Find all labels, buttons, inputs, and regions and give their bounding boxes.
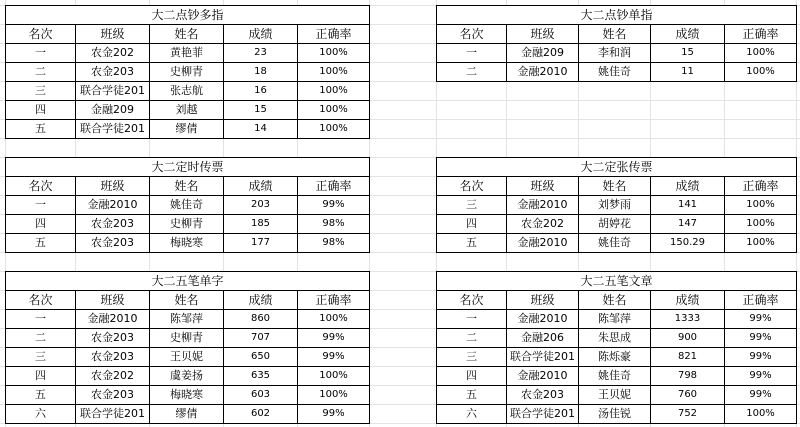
- header-score: 成绩: [224, 25, 298, 44]
- header-rank: 名次: [437, 291, 507, 310]
- score-cell[interactable]: 860: [224, 310, 298, 329]
- header-name: 姓名: [579, 25, 651, 44]
- class-cell[interactable]: 金融209: [507, 44, 579, 63]
- name-cell[interactable]: 姚佳奇: [579, 367, 651, 386]
- header-name: 姓名: [150, 291, 224, 310]
- score-cell[interactable]: 14: [224, 120, 298, 139]
- header-class: 班级: [76, 177, 150, 196]
- accuracy-cell[interactable]: 100%: [298, 82, 370, 101]
- score-cell[interactable]: 15: [224, 101, 298, 120]
- rank-cell[interactable]: 五: [437, 234, 507, 253]
- score-cell[interactable]: 203: [224, 196, 298, 215]
- header-accuracy: 正确率: [298, 291, 370, 310]
- accuracy-cell[interactable]: 98%: [298, 215, 370, 234]
- table-row: [6, 348, 370, 367]
- table-dianchao-danzhi: [436, 5, 797, 82]
- rank-cell[interactable]: 四: [437, 367, 507, 386]
- header-accuracy: 正确率: [725, 177, 797, 196]
- table-title: 大二点钞单指: [437, 6, 797, 25]
- table-row: [6, 386, 370, 405]
- header-rank: 名次: [437, 177, 507, 196]
- accuracy-cell[interactable]: 100%: [725, 215, 797, 234]
- class-cell[interactable]: 金融209: [76, 101, 150, 120]
- accuracy-cell[interactable]: 99%: [298, 329, 370, 348]
- accuracy-cell[interactable]: 100%: [298, 386, 370, 405]
- table-row: [6, 196, 370, 215]
- header-accuracy: 正确率: [298, 177, 370, 196]
- rank-cell[interactable]: 二: [437, 63, 507, 82]
- header-score: 成绩: [651, 291, 725, 310]
- table-row: [6, 215, 370, 234]
- accuracy-cell[interactable]: 99%: [725, 386, 797, 405]
- accuracy-cell[interactable]: 100%: [298, 63, 370, 82]
- rank-cell[interactable]: 一: [437, 310, 507, 329]
- class-cell[interactable]: 金融206: [507, 329, 579, 348]
- score-cell[interactable]: 707: [224, 329, 298, 348]
- rank-cell[interactable]: 四: [6, 101, 76, 120]
- score-cell[interactable]: 23: [224, 44, 298, 63]
- table-title: 大二定时传票: [6, 158, 370, 177]
- rank-cell[interactable]: 三: [437, 196, 507, 215]
- name-cell[interactable]: 刘梦雨: [579, 196, 651, 215]
- accuracy-cell[interactable]: 99%: [725, 348, 797, 367]
- header-class: 班级: [507, 291, 579, 310]
- table-row: [437, 329, 797, 348]
- header-rank: 名次: [6, 291, 76, 310]
- score-cell[interactable]: 650: [224, 348, 298, 367]
- accuracy-cell[interactable]: 100%: [298, 367, 370, 386]
- rank-cell[interactable]: 四: [437, 215, 507, 234]
- table-row: [6, 120, 370, 139]
- class-cell[interactable]: 农金203: [507, 386, 579, 405]
- accuracy-cell[interactable]: 100%: [298, 101, 370, 120]
- accuracy-cell[interactable]: 99%: [725, 329, 797, 348]
- score-cell[interactable]: 147: [651, 215, 725, 234]
- accuracy-cell[interactable]: 98%: [298, 234, 370, 253]
- class-cell[interactable]: 联合学徒201: [507, 348, 579, 367]
- rank-cell[interactable]: 三: [437, 348, 507, 367]
- header-name: 姓名: [150, 25, 224, 44]
- name-cell[interactable]: 缪倩: [150, 120, 224, 139]
- score-cell[interactable]: 900: [651, 329, 725, 348]
- class-cell[interactable]: 农金202: [76, 367, 150, 386]
- accuracy-cell[interactable]: 99%: [298, 348, 370, 367]
- class-cell[interactable]: 农金203: [76, 386, 150, 405]
- class-cell[interactable]: 联合学徒201: [76, 120, 150, 139]
- name-cell[interactable]: 李和润: [579, 44, 651, 63]
- table-wubi-danzi: [5, 271, 370, 424]
- table-row: [437, 348, 797, 367]
- table-title: 大二五笔单字: [6, 272, 370, 291]
- name-cell[interactable]: 姚佳奇: [579, 234, 651, 253]
- table-title: 大二点钞多指: [6, 6, 370, 25]
- score-cell[interactable]: 11: [651, 63, 725, 82]
- header-name: 姓名: [579, 177, 651, 196]
- class-cell[interactable]: 金融2010: [507, 367, 579, 386]
- accuracy-cell[interactable]: 100%: [725, 196, 797, 215]
- name-cell[interactable]: 虞姜扬: [150, 367, 224, 386]
- header-rank: 名次: [437, 25, 507, 44]
- header-score: 成绩: [224, 291, 298, 310]
- table-row: [6, 101, 370, 120]
- accuracy-cell[interactable]: 100%: [725, 234, 797, 253]
- header-class: 班级: [76, 25, 150, 44]
- class-cell[interactable]: 农金203: [76, 348, 150, 367]
- score-cell[interactable]: 760: [651, 386, 725, 405]
- name-cell[interactable]: 张志航: [150, 82, 224, 101]
- header-score: 成绩: [651, 177, 725, 196]
- name-cell[interactable]: 胡婷花: [579, 215, 651, 234]
- score-cell[interactable]: 16: [224, 82, 298, 101]
- name-cell[interactable]: 王贝妮: [150, 348, 224, 367]
- table-row: [6, 405, 370, 424]
- accuracy-cell[interactable]: 100%: [725, 63, 797, 82]
- class-cell[interactable]: 金融2010: [507, 310, 579, 329]
- class-cell[interactable]: 金融2010: [507, 63, 579, 82]
- class-cell[interactable]: 金融2010: [507, 196, 579, 215]
- score-cell[interactable]: 141: [651, 196, 725, 215]
- header-name: 姓名: [579, 291, 651, 310]
- table-row: [6, 367, 370, 386]
- class-cell[interactable]: 农金203: [76, 63, 150, 82]
- table-row: [6, 310, 370, 329]
- table-row: [437, 367, 797, 386]
- name-cell[interactable]: 陈邹萍: [150, 310, 224, 329]
- rank-cell[interactable]: 五: [6, 234, 76, 253]
- rank-cell[interactable]: 二: [6, 63, 76, 82]
- table-dingshi-chuanpiao: [5, 157, 370, 253]
- header-rank: 名次: [6, 177, 76, 196]
- accuracy-cell[interactable]: 100%: [298, 120, 370, 139]
- name-cell[interactable]: 史柳青: [150, 329, 224, 348]
- name-cell[interactable]: 王贝妮: [579, 386, 651, 405]
- name-cell[interactable]: 陈邹萍: [579, 310, 651, 329]
- rank-cell[interactable]: 一: [6, 310, 76, 329]
- header-score: 成绩: [224, 177, 298, 196]
- score-cell[interactable]: 177: [224, 234, 298, 253]
- header-accuracy: 正确率: [725, 291, 797, 310]
- class-cell[interactable]: 农金202: [76, 44, 150, 63]
- score-cell[interactable]: 821: [651, 348, 725, 367]
- table-row: [6, 329, 370, 348]
- class-cell[interactable]: 农金203: [76, 234, 150, 253]
- table-row: [6, 44, 370, 63]
- table-dingzhang-chuanpiao: [436, 157, 797, 253]
- name-cell[interactable]: 梅晓寒: [150, 234, 224, 253]
- rank-cell[interactable]: 五: [6, 386, 76, 405]
- table-row: [437, 405, 797, 424]
- table-row: [6, 82, 370, 101]
- rank-cell[interactable]: 一: [437, 44, 507, 63]
- header-rank: 名次: [6, 25, 76, 44]
- score-cell[interactable]: 752: [651, 405, 725, 424]
- header-name: 姓名: [150, 177, 224, 196]
- rank-cell[interactable]: 三: [6, 82, 76, 101]
- table-dianchao-duozhi: [5, 5, 370, 139]
- class-cell[interactable]: 金融2010: [76, 310, 150, 329]
- name-cell[interactable]: 史柳青: [150, 215, 224, 234]
- rank-cell[interactable]: 四: [6, 367, 76, 386]
- table-title: 大二定张传票: [437, 158, 797, 177]
- score-cell[interactable]: 185: [224, 215, 298, 234]
- header-class: 班级: [507, 177, 579, 196]
- header-class: 班级: [507, 25, 579, 44]
- score-cell[interactable]: 603: [224, 386, 298, 405]
- name-cell[interactable]: 黄艳菲: [150, 44, 224, 63]
- accuracy-cell[interactable]: 99%: [298, 196, 370, 215]
- name-cell[interactable]: 缪倩: [150, 405, 224, 424]
- header-class: 班级: [76, 291, 150, 310]
- name-cell[interactable]: 汤佳锐: [579, 405, 651, 424]
- table-row: [437, 310, 797, 329]
- rank-cell[interactable]: 一: [6, 196, 76, 215]
- header-score: 成绩: [651, 25, 725, 44]
- score-cell[interactable]: 798: [651, 367, 725, 386]
- class-cell[interactable]: 联合学徒201: [76, 82, 150, 101]
- accuracy-cell[interactable]: 100%: [298, 310, 370, 329]
- score-cell[interactable]: 602: [224, 405, 298, 424]
- table-row: [437, 234, 797, 253]
- name-cell[interactable]: 姚佳奇: [150, 196, 224, 215]
- rank-cell[interactable]: 六: [437, 405, 507, 424]
- accuracy-cell[interactable]: 99%: [725, 367, 797, 386]
- name-cell[interactable]: 姚佳奇: [579, 63, 651, 82]
- header-accuracy: 正确率: [298, 25, 370, 44]
- header-accuracy: 正确率: [725, 25, 797, 44]
- name-cell[interactable]: 陈烁豪: [579, 348, 651, 367]
- table-row: [437, 196, 797, 215]
- class-cell[interactable]: 联合学徒201: [76, 405, 150, 424]
- class-cell[interactable]: 联合学徒201: [507, 405, 579, 424]
- rank-cell[interactable]: 五: [6, 120, 76, 139]
- table-row: [437, 215, 797, 234]
- rank-cell[interactable]: 五: [437, 386, 507, 405]
- score-cell[interactable]: 18: [224, 63, 298, 82]
- accuracy-cell[interactable]: 100%: [725, 44, 797, 63]
- class-cell[interactable]: 农金202: [507, 215, 579, 234]
- table-row: [437, 44, 797, 63]
- score-cell[interactable]: 15: [651, 44, 725, 63]
- class-cell[interactable]: 金融2010: [507, 234, 579, 253]
- score-cell[interactable]: 150.29: [651, 234, 725, 253]
- rank-cell[interactable]: 四: [6, 215, 76, 234]
- name-cell[interactable]: 刘越: [150, 101, 224, 120]
- table-row: [437, 63, 797, 82]
- accuracy-cell[interactable]: 99%: [298, 405, 370, 424]
- rank-cell[interactable]: 六: [6, 405, 76, 424]
- accuracy-cell[interactable]: 99%: [725, 310, 797, 329]
- score-cell[interactable]: 635: [224, 367, 298, 386]
- score-cell[interactable]: 1333: [651, 310, 725, 329]
- rank-cell[interactable]: 二: [6, 329, 76, 348]
- name-cell[interactable]: 朱思成: [579, 329, 651, 348]
- table-wubi-wenzhang: [436, 271, 797, 424]
- rank-cell[interactable]: 二: [437, 329, 507, 348]
- name-cell[interactable]: 梅晓寒: [150, 386, 224, 405]
- rank-cell[interactable]: 三: [6, 348, 76, 367]
- accuracy-cell[interactable]: 100%: [725, 405, 797, 424]
- class-cell[interactable]: 农金203: [76, 215, 150, 234]
- accuracy-cell[interactable]: 100%: [298, 44, 370, 63]
- table-row: [6, 63, 370, 82]
- table-title: 大二五笔文章: [437, 272, 797, 291]
- name-cell[interactable]: 史柳青: [150, 63, 224, 82]
- rank-cell[interactable]: 一: [6, 44, 76, 63]
- class-cell[interactable]: 农金203: [76, 329, 150, 348]
- table-row: [437, 386, 797, 405]
- class-cell[interactable]: 金融2010: [76, 196, 150, 215]
- table-row: [6, 234, 370, 253]
